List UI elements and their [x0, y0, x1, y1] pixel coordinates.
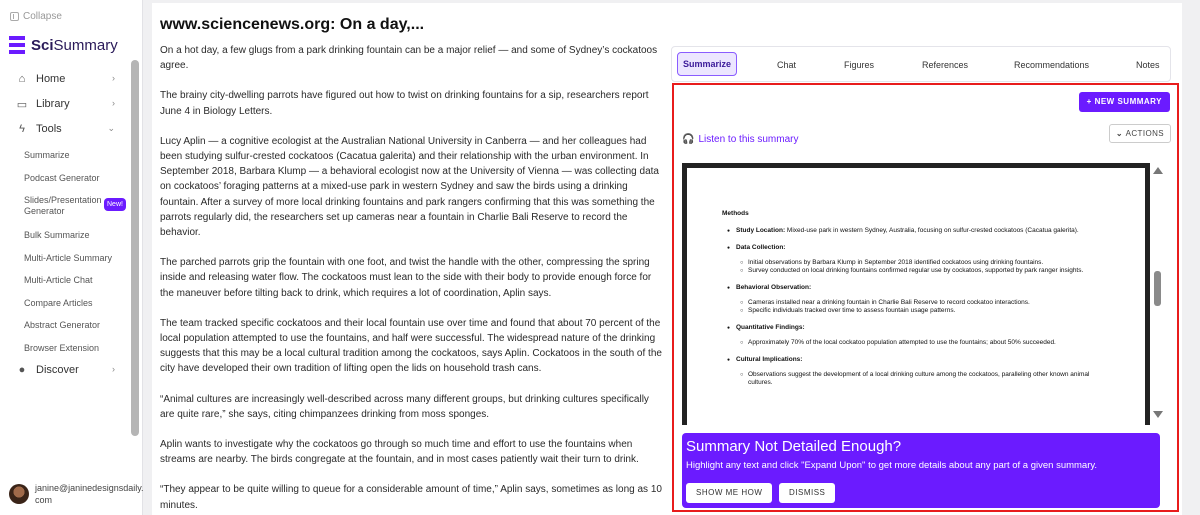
logo-mark-icon	[9, 36, 25, 54]
summary-content	[722, 210, 1112, 396]
new-badge: New!	[104, 198, 126, 211]
collapse-icon	[10, 12, 19, 21]
sidebar-item-discover[interactable]	[16, 360, 121, 380]
article-paragraph: “Animal cultures are increasingly well-described across many different groups, but drinking cultures specifically are quite rare,” she says, citing chimpanzees drinking from moss sponges.	[160, 393, 649, 420]
promo-banner	[682, 433, 1160, 508]
summary-panel	[672, 83, 1179, 512]
promo-title: Summary Not Detailed Enough?	[686, 438, 902, 455]
sidebar-item-label: Tools	[36, 123, 62, 135]
sidebar	[0, 0, 143, 515]
article-paragraph: The brainy city-dwelling parrots have figured out how to twist on drinking fountains for a sip, researchers report June 4 in Biology Letters.	[160, 90, 649, 117]
collapse-button[interactable]	[10, 11, 62, 22]
summary-sub-bullet: ○ Approximately 70% of the local cockatoo population attempted to use the fountains; about 50% succeeded.	[748, 339, 1112, 347]
logo-suffix: Summary	[53, 36, 118, 54]
tool-podcast-generator[interactable]: Podcast Generator	[24, 173, 100, 183]
article-paragraph: Aplin wants to investigate why the cockatoos go through so much time and effort to use the fountains when streams are nearby. The birds congregate at the fountain, and in most cases patiently wait their turn to drink.	[160, 439, 639, 466]
user-email-line2: com	[35, 495, 53, 505]
summary-bullet	[736, 356, 1112, 364]
article-body	[160, 43, 662, 515]
tool-summarize[interactable]: Summarize	[24, 150, 70, 160]
summary-item	[722, 324, 1112, 347]
new-summary-button[interactable]: + NEW SUMMARY	[1079, 92, 1170, 112]
sidebar-scrollbar[interactable]	[131, 60, 139, 436]
summary-heading: Methods	[722, 210, 749, 217]
book-icon: ▭	[16, 98, 28, 111]
summary-sub-bullet: ○ Cameras installed near a drinking fountain in Charlie Bali Reserve to record cockatoo interactions.	[748, 299, 1112, 307]
user-account[interactable]	[9, 482, 144, 506]
article-paragraph: The team tracked specific cockatoos and their local fountain use over time and found that about 70 percent of the local population attempted to use the fountains, and half were successful. The widespread nature of the drinking suggests that this may be a local cultural tradition among the cockatoos, says Aplin. Cockatoos in the south of the city have developed their own tradition of lifting open the lids on household trash cans.	[160, 317, 662, 375]
chevron-right-icon: ›	[112, 73, 115, 83]
logo-prefix: Sci	[31, 36, 54, 54]
tool-label-line1: Slides/Presentation	[24, 195, 102, 205]
chevron-down-icon: ⌄	[107, 123, 115, 133]
summary-sub-bullet: ○ Specific individuals tracked over time to assess fountain usage patterns.	[748, 307, 1112, 315]
article-paragraph: The parched parrots grip the fountain with one foot, and twist the handle with the other, compressing the spring inside and releasing water flow. The cockatoos must lean to the side with their body to provide enough force for the maneuver before tilting back to drink, which requires a lot of coordination, Aplin says.	[160, 257, 652, 299]
summary-bullet-text: Mixed-use park in western Sydney, Australia, focusing on sulfur-crested cockatoos (Cacatua galerita).	[785, 227, 1079, 234]
headphones-icon: 🎧	[682, 134, 695, 145]
summary-item	[722, 356, 1112, 387]
scroll-up-arrow-icon[interactable]	[1153, 167, 1163, 174]
summary-bullet-label: Cultural Implications:	[736, 356, 803, 363]
tool-abstract-generator[interactable]: Abstract Generator	[24, 320, 101, 330]
tool-multi-article-summary[interactable]: Multi-Article Summary	[24, 253, 113, 263]
actions-label: ACTIONS	[1125, 129, 1164, 138]
avatar	[9, 484, 29, 504]
summary-sub-bullet: ○ Observations suggest the development of a local drinking culture among the cockatoos, paralleling other known animal	[748, 371, 1112, 379]
sidebar-item-home[interactable]	[16, 69, 121, 89]
tool-label-line2: Generator	[24, 206, 65, 216]
globe-icon: ●	[18, 364, 26, 376]
chevron-right-icon: ›	[112, 98, 115, 108]
bolt-icon: ϟ	[19, 123, 25, 135]
show-me-how-button[interactable]: SHOW ME HOW	[686, 483, 772, 503]
summary-bullet-label: Quantitative Findings:	[736, 324, 805, 331]
summary-scrollbar[interactable]	[1154, 271, 1161, 306]
tool-slides-generator[interactable]	[24, 195, 124, 217]
tab-bar	[671, 46, 1171, 82]
summary-sub-bullet: ○ Survey conducted on local drinking fountains confirmed regular use by cockatoos, supported by park ranger insights.	[748, 267, 1112, 275]
summary-item	[722, 227, 1112, 235]
sidebar-item-label: Library	[36, 98, 70, 110]
user-email-line1: janine@janinedesignsdaily.	[35, 483, 144, 493]
scroll-down-arrow-icon[interactable]	[1153, 411, 1163, 418]
logo[interactable]	[9, 36, 118, 54]
tool-multi-article-chat[interactable]: Multi-Article Chat	[24, 275, 93, 285]
tool-compare-articles[interactable]: Compare Articles	[24, 298, 93, 308]
tab-references[interactable]: References	[922, 60, 969, 70]
tool-bulk-summarize[interactable]: Bulk Summarize	[24, 230, 90, 240]
summary-bullet-label: Data Collection:	[736, 244, 786, 251]
summary-bullet-label: Behavioral Observation:	[736, 284, 812, 291]
chevron-right-icon: ›	[112, 364, 115, 374]
collapse-label: Collapse	[23, 11, 62, 22]
sidebar-item-library[interactable]	[16, 94, 121, 114]
home-icon: ⌂	[18, 73, 26, 85]
actions-button[interactable]	[1109, 124, 1171, 143]
sidebar-item-label: Home	[36, 73, 66, 85]
chevron-down-icon: ⌄	[1115, 129, 1126, 138]
summary-sub-bullet: ○ Initial observations by Barbara Klump in September 2018 identified cockatoos using drinking fountains.	[748, 259, 1112, 267]
summary-bullet	[736, 284, 1112, 292]
summary-bullet	[736, 227, 1112, 235]
summary-bullet	[736, 324, 1112, 332]
main-content	[152, 3, 1182, 515]
tab-recommendations[interactable]: Recommendations	[1014, 60, 1090, 70]
article-paragraph: “They appear to be quite willing to queue for a considerable amount of time,” Aplin says, sometimes as long as 10 minutes.	[160, 484, 662, 511]
tool-browser-extension[interactable]: Browser Extension	[24, 343, 100, 353]
listen-label: Listen to this summary	[698, 134, 799, 145]
summary-bullet-label: Study Location:	[736, 227, 786, 234]
summary-document	[682, 163, 1150, 425]
sidebar-item-label: Discover	[36, 364, 79, 376]
summary-sub-bullet: cultures.	[748, 379, 773, 386]
tab-notes[interactable]: Notes	[1136, 60, 1160, 70]
dismiss-button[interactable]: DISMISS	[779, 483, 835, 503]
page-title: www.sciencenews.org: On a day,...	[160, 16, 425, 33]
summary-item	[722, 244, 1112, 275]
summary-item	[722, 284, 1112, 315]
promo-text: Highlight any text and click "Expand Upon" to get more details about any part of a given summary.	[686, 460, 1098, 471]
tab-summarize[interactable]: Summarize	[677, 52, 737, 76]
summary-bullet	[736, 244, 1112, 252]
article-paragraph: Lucy Aplin — a cognitive ecologist at the Australian National University in Canberra — and her colleagues had been studying sulfur-crested cockatoos (Cacatua galerita) and their relationship with the urban environment. In September 2018, Barbara Klump — a behavioral ecologist now at the University of Vienna — was collecting data on cockatoos’ foraging patterns at a mixed-use park in western Sydney and saw the birds using a drinking fountain. After a survey of more local drinking fountains and park rangers confirming that this was something the parrots regularly did, the researchers set up cameras near a fountain in Charlie Bali Reserve to record the behavior.	[160, 135, 659, 239]
article-paragraph: On a hot day, a few glugs from a park drinking fountain can be a major relief — and some of Sydney’s cockatoos agree.	[160, 45, 658, 72]
listen-summary-link[interactable]	[682, 134, 799, 145]
tab-figures[interactable]: Figures	[844, 60, 875, 70]
sidebar-item-tools[interactable]	[16, 119, 121, 139]
tab-chat[interactable]: Chat	[777, 60, 797, 70]
